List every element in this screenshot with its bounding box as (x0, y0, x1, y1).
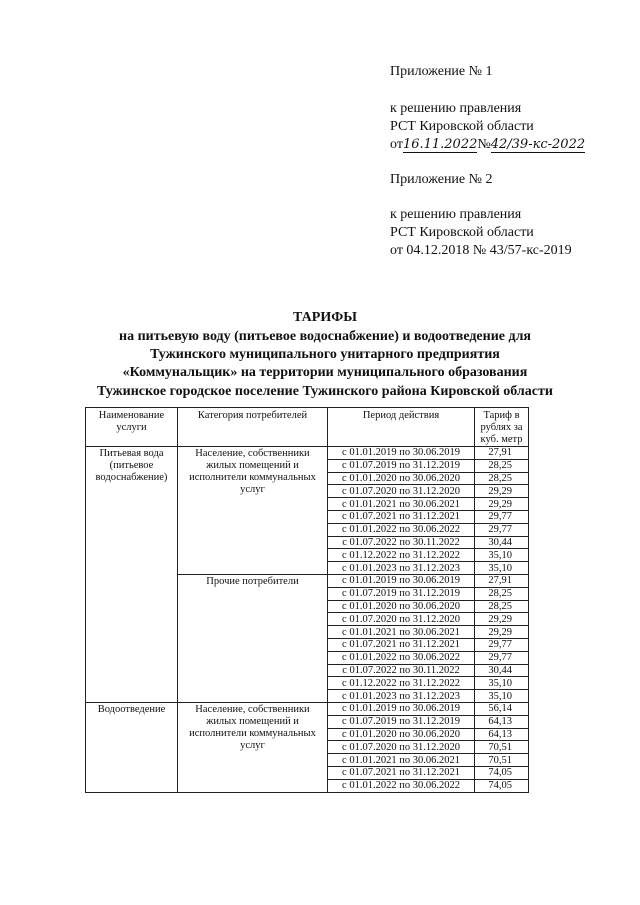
period-cell: с 01.01.2023 по 31.12.2023 (328, 562, 475, 575)
period-cell: с 01.07.2021 по 31.12.2021 (328, 638, 475, 651)
heading-line-2: Тужинского муниципального унитарного предприятия (150, 347, 500, 362)
appendix1-date-handwritten: 16.11.2022 (402, 137, 478, 152)
period-cell: с 01.01.2022 по 30.06.2022 (328, 779, 475, 792)
tariff-cell: 56,14 (475, 702, 529, 715)
heading-line-3: «Коммунальщик» на территории муниципального образования (122, 365, 528, 380)
tariff-table (85, 407, 529, 793)
tariff-cell: 28,25 (475, 600, 529, 613)
period-cell: с 01.12.2022 по 31.12.2022 (328, 677, 475, 690)
header-category: Категория потребителей (178, 408, 328, 447)
tariff-cell: 29,77 (475, 523, 529, 536)
period-cell: с 01.07.2022 по 30.11.2022 (328, 536, 475, 549)
tariff-cell: 29,77 (475, 510, 529, 523)
tariff-cell: 64,13 (475, 715, 529, 728)
period-cell: с 01.07.2019 по 31.12.2019 (328, 715, 475, 728)
tariff-cell: 30,44 (475, 664, 529, 677)
tariff-cell: 35,10 (475, 549, 529, 562)
tariff-cell: 28,25 (475, 587, 529, 600)
tariff-cell: 70,51 (475, 754, 529, 767)
heading-line-4: Тужинское городское поселение Тужинского района Кировской области (97, 384, 553, 399)
appendix2-title: Приложение № 2 (390, 172, 493, 187)
tariff-cell: 29,29 (475, 498, 529, 511)
period-cell: с 01.01.2022 по 30.06.2022 (328, 523, 475, 536)
period-cell: с 01.01.2021 по 30.06.2021 (328, 626, 475, 639)
page-title: ТАРИФЫ (293, 310, 357, 325)
period-cell: с 01.07.2019 по 31.12.2019 (328, 587, 475, 600)
heading-line-1: на питьевую воду (питьевое водоснабжение) и водоотведение для (119, 329, 531, 344)
period-cell: с 01.01.2019 по 30.06.2019 (328, 447, 475, 460)
tariff-cell: 29,77 (475, 651, 529, 664)
service-drinking-water: Питьевая вода (питьевое водоснабжение) (86, 447, 178, 703)
period-cell: с 01.07.2020 по 31.12.2020 (328, 613, 475, 626)
appendix1-line1: к решению правления (390, 101, 522, 116)
tariff-cell: 27,91 (475, 574, 529, 587)
period-cell: с 01.01.2021 по 30.06.2021 (328, 754, 475, 767)
tariff-cell: 70,51 (475, 741, 529, 754)
tariff-cell: 74,05 (475, 779, 529, 792)
period-cell: с 01.01.2019 по 30.06.2019 (328, 702, 475, 715)
period-cell: с 01.01.2023 по 31.12.2023 (328, 690, 475, 703)
period-cell: с 01.07.2020 по 31.12.2020 (328, 741, 475, 754)
period-cell: с 01.01.2021 по 30.06.2021 (328, 498, 475, 511)
category-population: Население, собственники жилых помещений и исполнители коммунальных услуг (178, 447, 328, 575)
period-cell: с 01.12.2022 по 31.12.2022 (328, 549, 475, 562)
period-cell: с 01.01.2020 по 30.06.2020 (328, 728, 475, 741)
period-cell: с 01.01.2019 по 30.06.2019 (328, 574, 475, 587)
tariff-cell: 29,29 (475, 613, 529, 626)
tariff-cell: 29,29 (475, 485, 529, 498)
appendix2-line1: к решению правления (390, 207, 522, 222)
period-cell: с 01.07.2019 по 31.12.2019 (328, 459, 475, 472)
tariff-cell: 35,10 (475, 562, 529, 575)
appendix1-date-line (390, 137, 585, 153)
header-tariff: Тариф в рублях за куб. метр (475, 408, 529, 447)
service-wastewater: Водоотведение (86, 702, 178, 792)
appendix2-line2: РСТ Кировской области (390, 225, 534, 240)
appendix2-line3: от 04.12.2018 № 43/57-кс-2019 (390, 243, 572, 258)
tariff-cell: 27,91 (475, 447, 529, 460)
period-cell: с 01.07.2022 по 30.11.2022 (328, 664, 475, 677)
period-cell: с 01.07.2020 по 31.12.2020 (328, 485, 475, 498)
period-cell: с 01.01.2020 по 30.06.2020 (328, 472, 475, 485)
period-cell: с 01.01.2022 по 30.06.2022 (328, 651, 475, 664)
appendix1-date-prefix: от (390, 137, 403, 152)
table-header-row (86, 408, 529, 447)
period-cell: с 01.01.2020 по 30.06.2020 (328, 600, 475, 613)
tariff-cell: 29,77 (475, 638, 529, 651)
tariff-cell: 64,13 (475, 728, 529, 741)
appendix1-line2: РСТ Кировской области (390, 119, 534, 134)
tariff-cell: 35,10 (475, 690, 529, 703)
header-service: Наименование услуги (86, 408, 178, 447)
appendix1-title: Приложение № 1 (390, 64, 493, 79)
tariff-cell: 28,25 (475, 459, 529, 472)
tariff-cell: 29,29 (475, 626, 529, 639)
header-period: Период действия (328, 408, 475, 447)
tariff-cell: 74,05 (475, 766, 529, 779)
category-other: Прочие потребители (178, 574, 328, 702)
period-cell: с 01.07.2021 по 31.12.2021 (328, 510, 475, 523)
appendix1-number-sign: № (477, 137, 491, 152)
category-population-wastewater: Население, собственники жилых помещений и исполнители коммунальных услуг (178, 702, 328, 792)
period-cell: с 01.07.2021 по 31.12.2021 (328, 766, 475, 779)
table-row (86, 447, 529, 460)
appendix1-number-handwritten: 42/39-кс-2022 (490, 137, 586, 152)
table-row (86, 702, 529, 715)
tariff-cell: 30,44 (475, 536, 529, 549)
tariff-cell: 35,10 (475, 677, 529, 690)
tariff-cell: 28,25 (475, 472, 529, 485)
